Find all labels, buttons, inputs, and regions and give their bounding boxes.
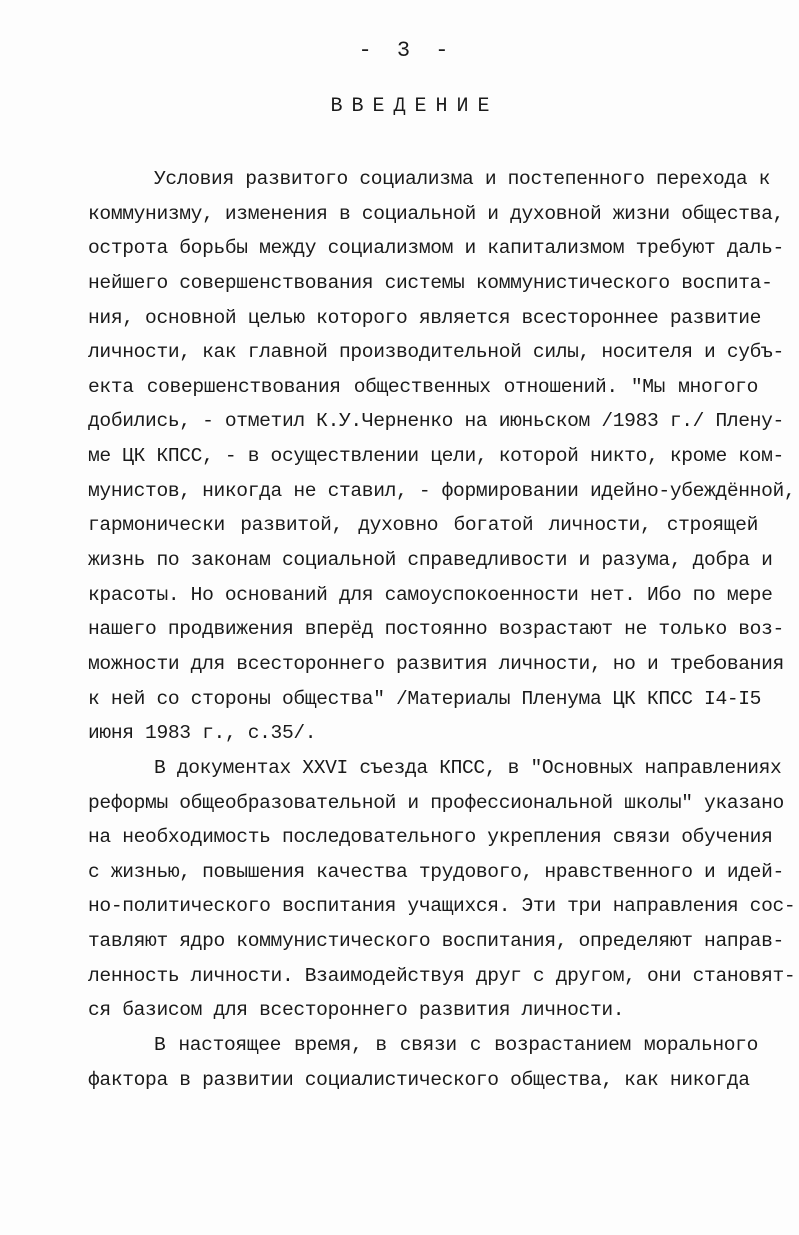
- text-line: добились, - отметил К.У.Черненко на июньском /1983 г./ Плену-: [88, 410, 784, 433]
- text-line: нашего продвижения вперёд постоянно возрастают не только воз-: [88, 618, 784, 641]
- text-line: с жизнью, повышения качества трудового, нравственного и идей-: [88, 860, 784, 883]
- text-line: тавляют ядро коммунистического воспитания, определяют направ-: [88, 930, 784, 953]
- text-line: жизнь по законам социальной справедливости и разума, добра и: [88, 549, 773, 572]
- text-line: на необходимость последовательного укрепления связи обучения: [88, 826, 773, 849]
- text-line: но-политического воспитания учащихся. Эти три направления сос-: [88, 895, 796, 918]
- text-line: гармонически развитой, духовно богатой личности, строящей: [88, 514, 758, 537]
- text-line: В документах XXVI съезда КПСС, в "Основных направлениях: [154, 756, 782, 779]
- text-line: к ней со стороны общества" /Материалы Пленума ЦК КПСС I4-I5: [88, 687, 762, 710]
- text-line: фактора в развитии социалистического общества, как никогда: [88, 1068, 750, 1091]
- text-line: реформы общеобразовательной и профессиональной школы" указано: [88, 791, 784, 814]
- text-line: ленность личности. Взаимодействуя друг с другом, они становят-: [88, 964, 796, 987]
- text-line: екта совершенствования общественных отношений. "Мы многого: [88, 375, 758, 398]
- section-heading: ВВЕДЕНИЕ: [330, 95, 499, 118]
- text-line: ся базисом для всестороннего развития личности.: [88, 999, 625, 1022]
- text-line: ме ЦК КПСС, - в осуществлении цели, которой никто, кроме ком-: [88, 445, 784, 468]
- text-line: июня 1983 г., с.35/.: [88, 722, 317, 745]
- page-number: - 3 -: [358, 38, 455, 63]
- text-line: нейшего совершенствования системы коммунистического воспита-: [88, 271, 773, 294]
- text-line: В настоящее время, в связи с возрастанием морального: [154, 1034, 758, 1057]
- text-line: Условия развитого социализма и постепенного перехода к: [154, 168, 771, 190]
- text-line: можности для всестороннего развития личности, но и требования: [88, 652, 784, 675]
- body-text: [88, 162, 796, 1097]
- text-line: личности, как главной производительной силы, носителя и субъ-: [88, 341, 784, 364]
- text-line: коммунизму, изменения в социальной и духовной жизни общества,: [88, 202, 784, 225]
- text-line: острота борьбы между социализмом и капитализмом требуют даль-: [88, 237, 784, 260]
- text-line: красоты. Но оснований для самоуспокоенности нет. Ибо по мере: [88, 583, 773, 606]
- text-line: ния, основной целью которого является всестороннее развитие: [88, 306, 762, 329]
- text-line: мунистов, никогда не ставил, - формировании идейно-убеждённой,: [88, 479, 796, 502]
